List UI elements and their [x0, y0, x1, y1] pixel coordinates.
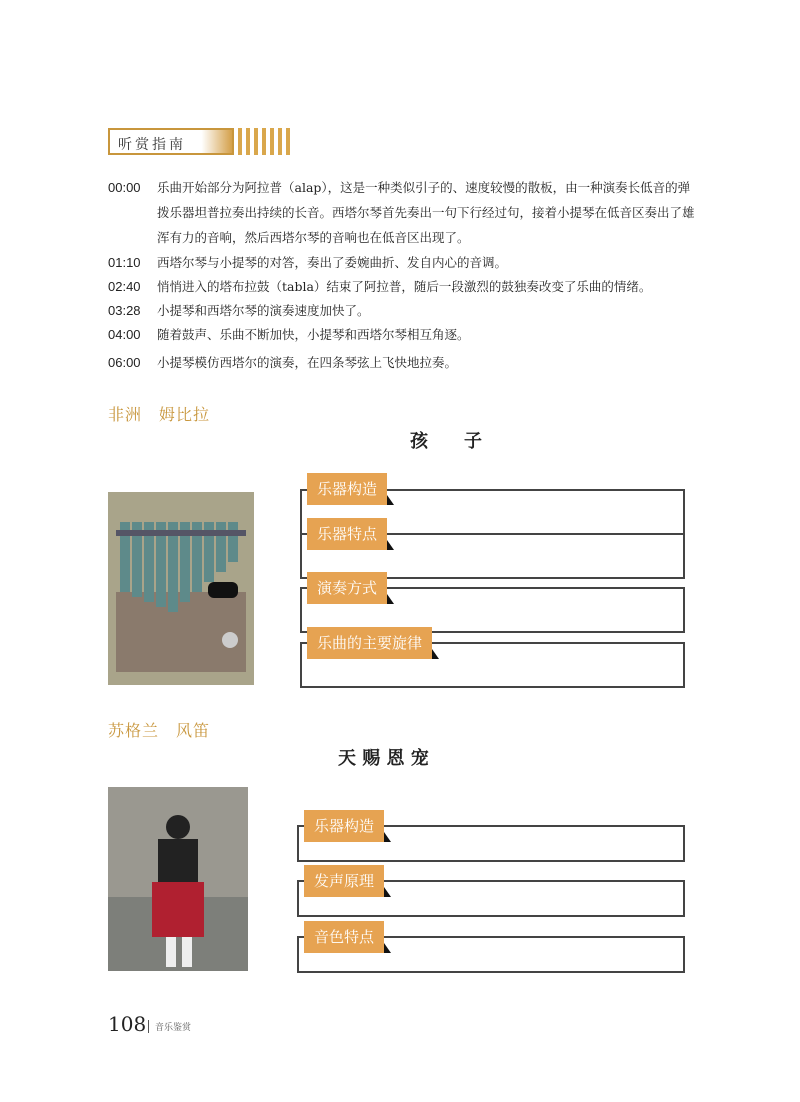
banner-stripe — [270, 128, 274, 155]
guide-text: 西塔尔琴与小提琴的对答，奏出了委婉曲折、发自内心的音调。 — [157, 255, 508, 270]
label-tag: 乐曲的主要旋律 — [307, 627, 432, 659]
banner-title: 听赏指南 — [118, 137, 186, 153]
label-tag: 乐器特点 — [307, 518, 387, 550]
label-tag: 乐器构造 — [304, 810, 384, 842]
banner-stripe — [246, 128, 250, 155]
song-title: 天 赐 恩 宠 — [338, 748, 429, 769]
book-title: 音乐鉴赏 — [148, 1020, 191, 1033]
label-tag: 演奏方式 — [307, 572, 387, 604]
label-tag: 乐器构造 — [307, 473, 387, 505]
banner-stripe — [262, 128, 266, 155]
bagpipe-photo — [108, 787, 248, 971]
guide-text: 小提琴和西塔尔琴的演奏速度加快了。 — [157, 303, 370, 318]
banner-stripe — [254, 128, 258, 155]
timestamp: 06:00 — [108, 355, 141, 370]
section-title: 苏格兰 风笛 — [108, 721, 211, 740]
guide-text: 随着鼓声、乐曲不断加快，小提琴和西塔尔琴相互角逐。 — [157, 327, 470, 342]
song-title: 孩 子 — [410, 431, 482, 452]
banner-stripe — [278, 128, 282, 155]
section-title: 非洲 姆比拉 — [108, 405, 211, 424]
banner-stripe — [238, 128, 242, 155]
guide-text: 悄悄进入的塔布拉鼓（tabla）结束了阿拉普，随后一段激烈的鼓独奏改变了乐曲的情绪。 — [157, 279, 652, 294]
page-number: 108 — [108, 1012, 147, 1036]
timestamp: 04:00 — [108, 327, 141, 342]
guide-text: 乐曲开始部分为阿拉普（alap），这是一种类似引子的、速度较慢的散板，由一种演奏长低音的弹拨乐器坦普拉奏出持续的长音。西塔尔琴首先奏出一句下行经过句，接着小提琴在低音区奏出了雄浑有力的音响，然后西塔尔琴的音响也在低音区出现了。 — [157, 180, 695, 245]
timestamp: 00:00 — [108, 180, 141, 195]
label-tag: 发声原理 — [304, 865, 384, 897]
timestamp: 03:28 — [108, 303, 141, 318]
timestamp: 02:40 — [108, 279, 141, 294]
guide-text: 小提琴模仿西塔尔的演奏，在四条琴弦上飞快地拉奏。 — [157, 355, 458, 370]
banner-stripe — [286, 128, 290, 155]
label-tag: 音色特点 — [304, 921, 384, 953]
listening-guide-banner — [108, 128, 234, 155]
timestamp: 01:10 — [108, 255, 141, 270]
mbira-photo — [108, 492, 254, 685]
